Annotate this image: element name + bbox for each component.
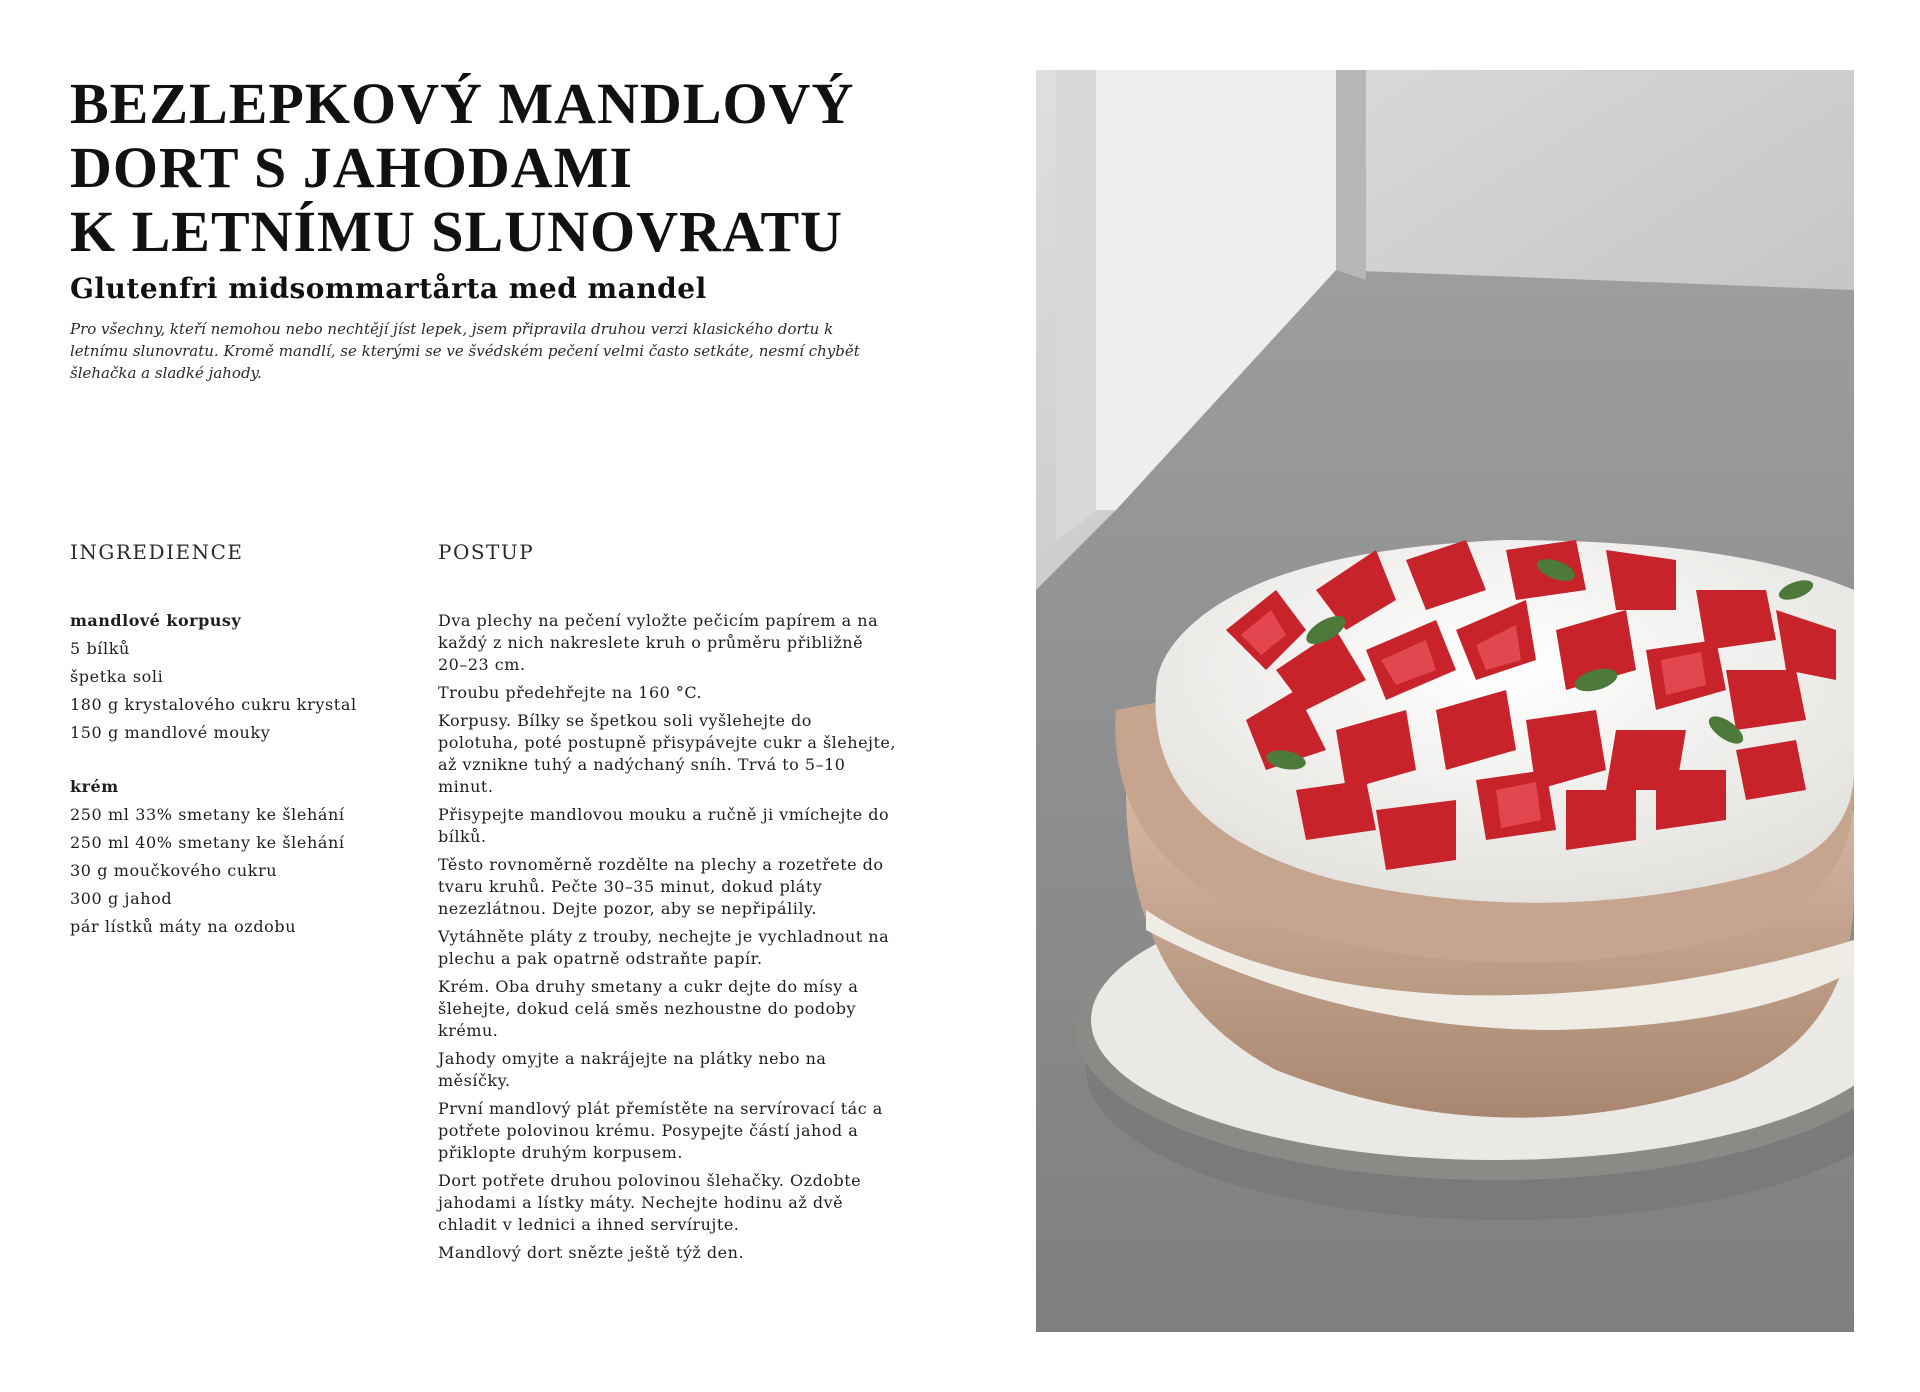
ingredient-item: 150 g mandlové mouky (70, 723, 271, 742)
ingredient-item: 30 g moučkového cukru (70, 861, 278, 880)
ingredient-item: 180 g krystalového cukru krystal (70, 695, 357, 714)
procedure-step: Těsto rovnoměrně rozdělte na plechy a rozetřete do tvaru kruhů. Pečte 30–35 minut, dokud pláty nezezlátnou. Dejte pozor, aby se nepřipálily. (438, 855, 884, 918)
ingredient-item: 250 ml 33% smetany ke šlehání (70, 805, 345, 824)
ingredient-group-krem (70, 776, 370, 938)
cake-photo (1036, 70, 1854, 1332)
recipe-title (70, 72, 870, 264)
ingredients-list (70, 610, 370, 970)
procedure-step: První mandlový plát přemístěte na servírovací tác a potřete polovinou krému. Posypejte částí jahod a přiklopte druhým korpusem. (438, 1099, 883, 1162)
recipe-subtitle: Glutenfri midsommartårta med mandel (70, 272, 707, 305)
ingredient-item: 300 g jahod (70, 889, 173, 908)
procedure-step: Dva plechy na pečení vyložte pečicím papírem a na každý z nich nakreslete kruh o průměru přibližně 20–23 cm. (438, 611, 879, 674)
title-line-3: K LETNÍMU SLUNOVRATU (70, 199, 844, 264)
ingredient-item: špetka soli (70, 667, 164, 686)
procedure-steps (438, 610, 898, 1270)
ingredient-item: 5 bílků (70, 639, 130, 658)
title-line-1: BEZLEPKOVÝ MANDLOVÝ (70, 71, 855, 136)
ingredient-group-title: mandlové korpusy (70, 611, 242, 630)
ingredients-heading: INGREDIENCE (70, 540, 244, 564)
ingredient-item: 250 ml 40% smetany ke šlehání (70, 833, 345, 852)
procedure-step: Krém. Oba druhy smetany a cukr dejte do mísy a šlehejte, dokud celá směs nezhoustne do podoby krému. (438, 977, 859, 1040)
procedure-step: Mandlový dort snězte ještě týž den. (438, 1243, 745, 1262)
cake-illustration (1036, 70, 1854, 1332)
procedure-heading: POSTUP (438, 540, 535, 564)
ingredient-group-korpusy (70, 610, 370, 744)
procedure-step: Jahody omyjte a nakrájejte na plátky nebo na měsíčky. (438, 1049, 827, 1090)
procedure-step: Dort potřete druhou polovinou šlehačky. Ozdobte jahodami a lístky máty. Nechejte hodinu až dvě chladit v lednici a ihned servírujte. (438, 1171, 862, 1234)
ingredient-item: pár lístků máty na ozdobu (70, 917, 297, 936)
procedure-step: Korpusy. Bílky se špetkou soli vyšlehejte do polotuha, poté postupně přisypávejte cukr a šlehejte, až vznikne tuhý a nadýchaný sníh. Trvá to 5–10 minut. (438, 711, 896, 796)
procedure-step: Přisypejte mandlovou mouku a ručně ji vmíchejte do bílků. (438, 805, 890, 846)
window-shadow (1336, 70, 1366, 280)
title-line-2: DORT S JAHODAMI (70, 135, 633, 200)
recipe-intro: Pro všechny, kteří nemohou nebo nechtějí jíst lepek, jsem připravila druhou verzi klasického dortu k letnímu slunovratu. Kromě mandlí, se kterými se ve švédském pečení velmi často setkáte, nesmí chybět šlehačka a sladké jahody. (70, 320, 860, 382)
procedure-step: Troubu předehřejte na 160 °C. (438, 683, 703, 702)
procedure-step: Vytáhněte pláty z trouby, nechejte je vychladnout na plechu a pak opatrně odstraňte papír. (438, 927, 890, 968)
ingredient-group-title: krém (70, 777, 119, 796)
